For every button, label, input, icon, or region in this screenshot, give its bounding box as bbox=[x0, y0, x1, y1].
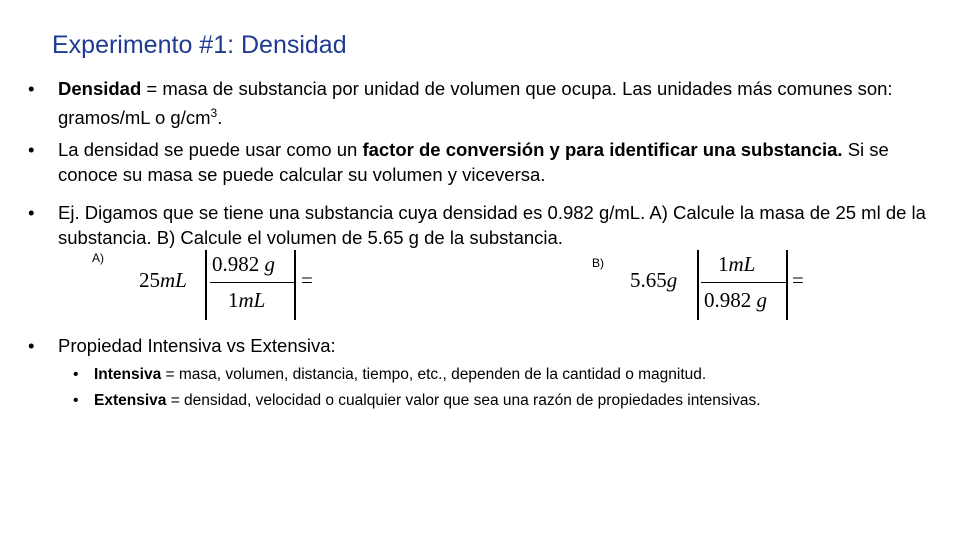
bullet-intensive-extensive bbox=[28, 333, 933, 358]
bullet-marker: • bbox=[73, 392, 79, 409]
bullet-marker: • bbox=[28, 335, 35, 356]
eq-b-den-val: 0.982 bbox=[704, 288, 752, 312]
bold-term: Densidad bbox=[58, 78, 142, 99]
subbullet-intensiva bbox=[73, 364, 706, 386]
eq-b-equals: = bbox=[792, 268, 804, 292]
bullet-end: . bbox=[217, 107, 223, 129]
eq-b-den-unit: g bbox=[756, 288, 767, 312]
bullet-example bbox=[28, 200, 933, 250]
eq-a-den-unit: mL bbox=[238, 288, 266, 312]
bold-term: Extensiva bbox=[94, 392, 167, 409]
bold-phrase: factor de conversión y para identificar una substancia. bbox=[362, 139, 843, 160]
eq-a-den-val: 1 bbox=[228, 288, 239, 312]
eq-a-num-val: 0.982 bbox=[212, 252, 260, 276]
eq-b-numerator bbox=[718, 252, 755, 277]
eq-b-lead bbox=[630, 268, 677, 293]
bullet-marker: • bbox=[28, 78, 35, 99]
eq-b-denominator bbox=[704, 288, 767, 313]
bullet-rest: = masa de substancia por unidad de volumen que ocupa. Las unidades más comunes son: gramos/mL o g/cm bbox=[58, 78, 893, 129]
subbullet-rest: = densidad, velocidad o cualquier valor que sea una razón de propiedades intensivas. bbox=[166, 392, 761, 409]
bold-term: Intensiva bbox=[94, 366, 162, 383]
eq-b-lead-num: 5.65 bbox=[630, 268, 667, 292]
eq-a-left-bar bbox=[205, 250, 207, 320]
bullet-text bbox=[58, 76, 933, 130]
bullet-marker: • bbox=[28, 139, 35, 160]
eq-a-right-bar bbox=[294, 250, 296, 320]
superscript: 3 bbox=[210, 106, 218, 120]
eq-a-num-unit: g bbox=[264, 252, 275, 276]
slide-title: Experimento #1: Densidad bbox=[52, 31, 347, 59]
subbullet-text bbox=[94, 366, 706, 383]
eq-b-right-bar bbox=[786, 250, 788, 320]
bullet-rest: Si se conoce su masa se puede calcular su volumen y viceversa. bbox=[58, 139, 889, 185]
equation-a-label: A) bbox=[92, 251, 104, 265]
eq-b-num-unit: mL bbox=[728, 252, 756, 276]
eq-a-equals: = bbox=[301, 268, 313, 292]
eq-b-lead-unit: g bbox=[666, 268, 678, 292]
equation-b-label: B) bbox=[592, 256, 604, 270]
eq-a-lead bbox=[139, 268, 187, 293]
eq-a-lead-unit: mL bbox=[160, 268, 187, 292]
bullet-marker: • bbox=[73, 366, 79, 383]
bullet-conversion-factor bbox=[28, 137, 933, 187]
eq-a-lead-num: 25 bbox=[139, 268, 160, 292]
eq-b-fraction-line bbox=[701, 282, 786, 283]
bullet-pre: La densidad se puede usar como un bbox=[58, 139, 363, 160]
eq-b-num-val: 1 bbox=[718, 252, 729, 276]
bullet-text: Ej. Digamos que se tiene una substancia cuya densidad es 0.982 g/mL. A) Calcule la masa de 25 ml de la substancia. B) Calcule el volumen de 5.65 g de la substancia. bbox=[58, 202, 926, 248]
eq-a-fraction-line bbox=[210, 282, 295, 283]
subbullet-text bbox=[94, 392, 761, 409]
subbullet-extensiva bbox=[73, 390, 761, 412]
eq-a-denominator bbox=[228, 288, 265, 313]
eq-b-left-bar bbox=[697, 250, 699, 320]
eq-a-numerator bbox=[212, 252, 275, 277]
bullet-marker: • bbox=[28, 202, 35, 223]
bullet-densidad-definition bbox=[28, 76, 933, 130]
bullet-text: Propiedad Intensiva vs Extensiva: bbox=[58, 335, 336, 356]
bullet-text bbox=[58, 137, 933, 187]
subbullet-rest: = masa, volumen, distancia, tiempo, etc., dependen de la cantidad o magnitud. bbox=[161, 366, 707, 383]
